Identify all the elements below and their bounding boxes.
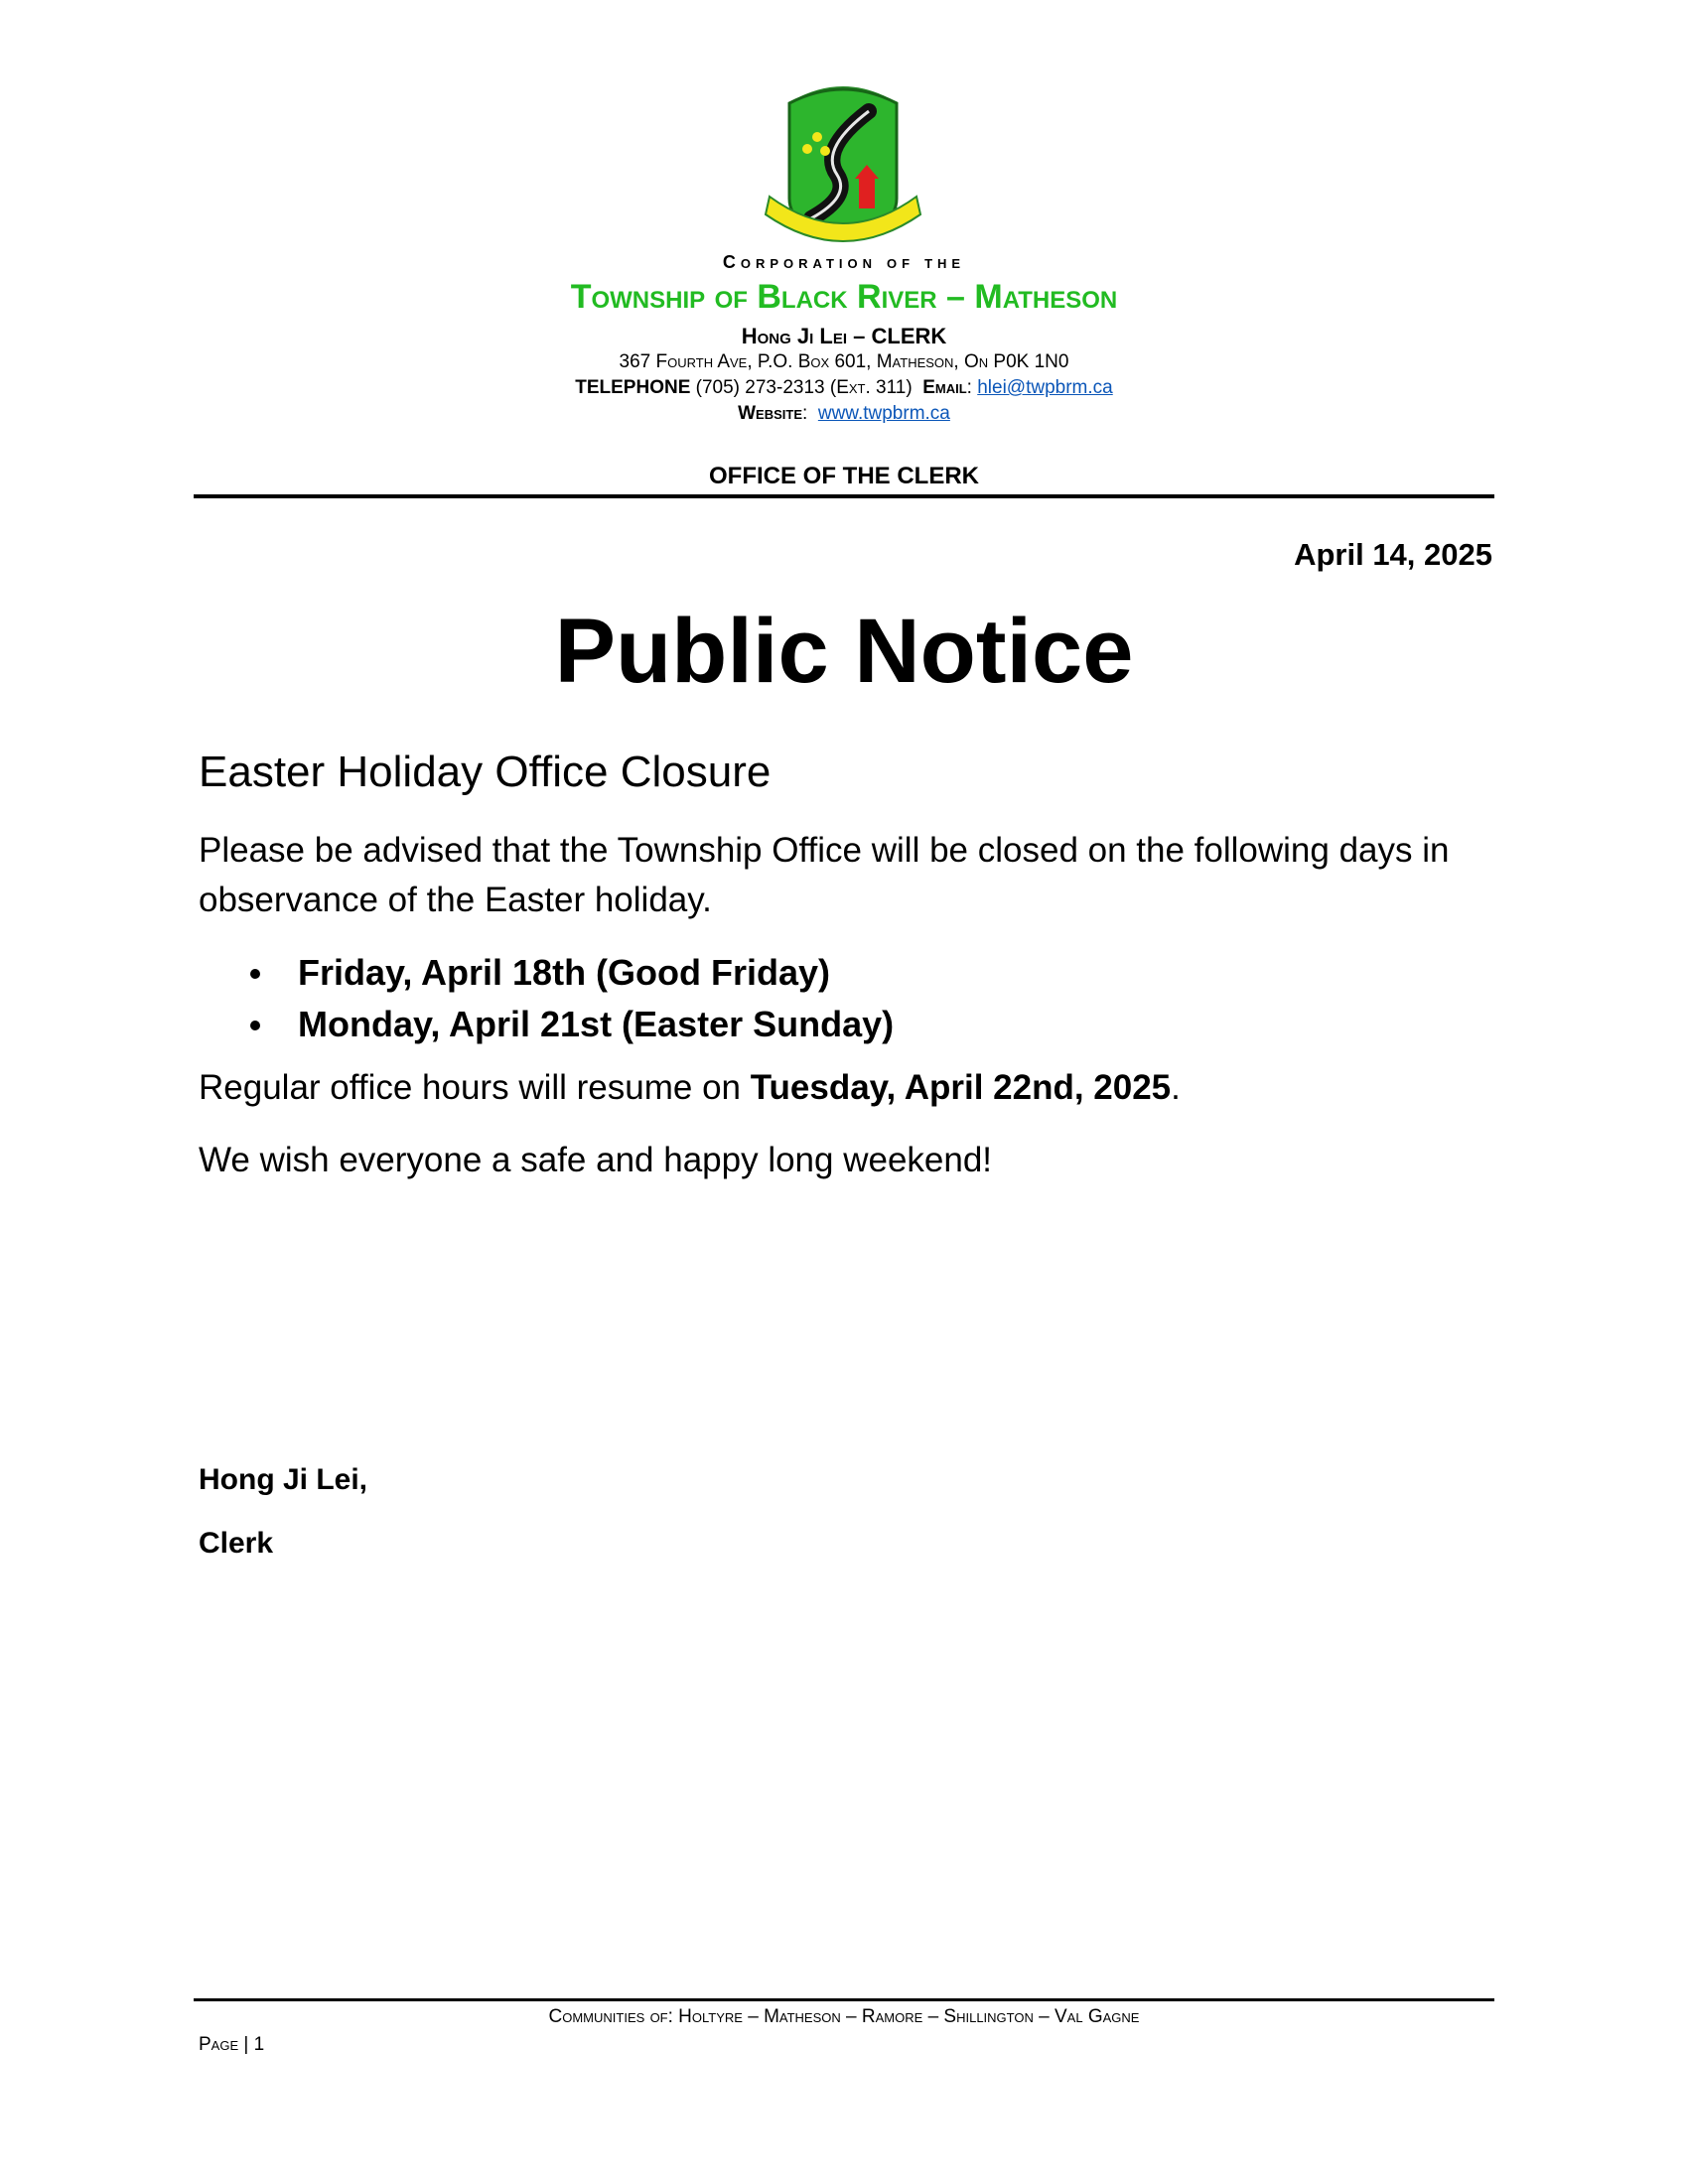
closure-day: Monday, April 21st (Easter Sunday) xyxy=(298,1004,895,1044)
resume-suffix: . xyxy=(1171,1068,1181,1107)
website-label: Website xyxy=(738,403,802,424)
email-link[interactable]: hlei@twpbrm.ca xyxy=(977,377,1113,398)
signature-title: Clerk xyxy=(199,1527,274,1560)
bullet-icon xyxy=(250,969,260,979)
contact-line: TELEPHONE (705) 273-2313 (Ext. 311) Email: hlei@twpbrm.ca xyxy=(575,377,1113,398)
notice-subtitle: Easter Holiday Office Closure xyxy=(199,748,772,796)
township-name: Township of Black River – Matheson xyxy=(570,278,1118,316)
page-label: Page xyxy=(199,2034,239,2055)
footer-divider xyxy=(194,1998,1494,2001)
signature-name: Hong Ji Lei, xyxy=(199,1463,368,1496)
resume-prefix: Regular office hours will resume on xyxy=(199,1068,751,1107)
page-title: Public Notice xyxy=(554,601,1134,702)
telephone-label: TELEPHONE xyxy=(575,377,691,398)
email-label: Email xyxy=(922,377,967,398)
header-divider xyxy=(194,494,1494,498)
bullet-icon xyxy=(250,1021,260,1030)
office-heading: OFFICE OF THE CLERK xyxy=(709,463,979,489)
closure-day: Friday, April 18th (Good Friday) xyxy=(298,952,831,993)
website-line: Website: www.twpbrm.ca xyxy=(738,403,950,424)
website-link[interactable]: www.twpbrm.ca xyxy=(817,403,950,424)
list-item xyxy=(199,999,894,1050)
resume-statement xyxy=(199,1068,1181,1108)
list-item xyxy=(199,947,894,999)
telephone-number: (705) 273-2313 (Ext. 311) xyxy=(695,377,913,398)
resume-date: Tuesday, April 22nd, 2025 xyxy=(750,1068,1172,1107)
page-number: Page | 1 xyxy=(199,2034,265,2055)
communities-footer: Communities of: Holtyre – Matheson – Ramore – Shillington – Val Gagne xyxy=(548,2006,1140,2027)
clerk-line: Hong Ji Lei – CLERK xyxy=(741,324,947,348)
notice-intro: Please be advised that the Township Office will be closed on the following days in observance of the Easter holiday. xyxy=(199,831,1450,919)
notice-date: April 14, 2025 xyxy=(1294,537,1492,572)
closure-days-list xyxy=(199,947,894,1050)
corporation-heading: Corporation of the xyxy=(722,252,966,272)
address-line: 367 Fourth Ave, P.O. Box 601, Matheson, On P0K 1N0 xyxy=(619,351,1069,372)
closing-wish: We wish everyone a safe and happy long weekend! xyxy=(199,1141,993,1179)
page-number-value: 1 xyxy=(253,2034,265,2055)
township-crest-icon xyxy=(760,79,926,243)
